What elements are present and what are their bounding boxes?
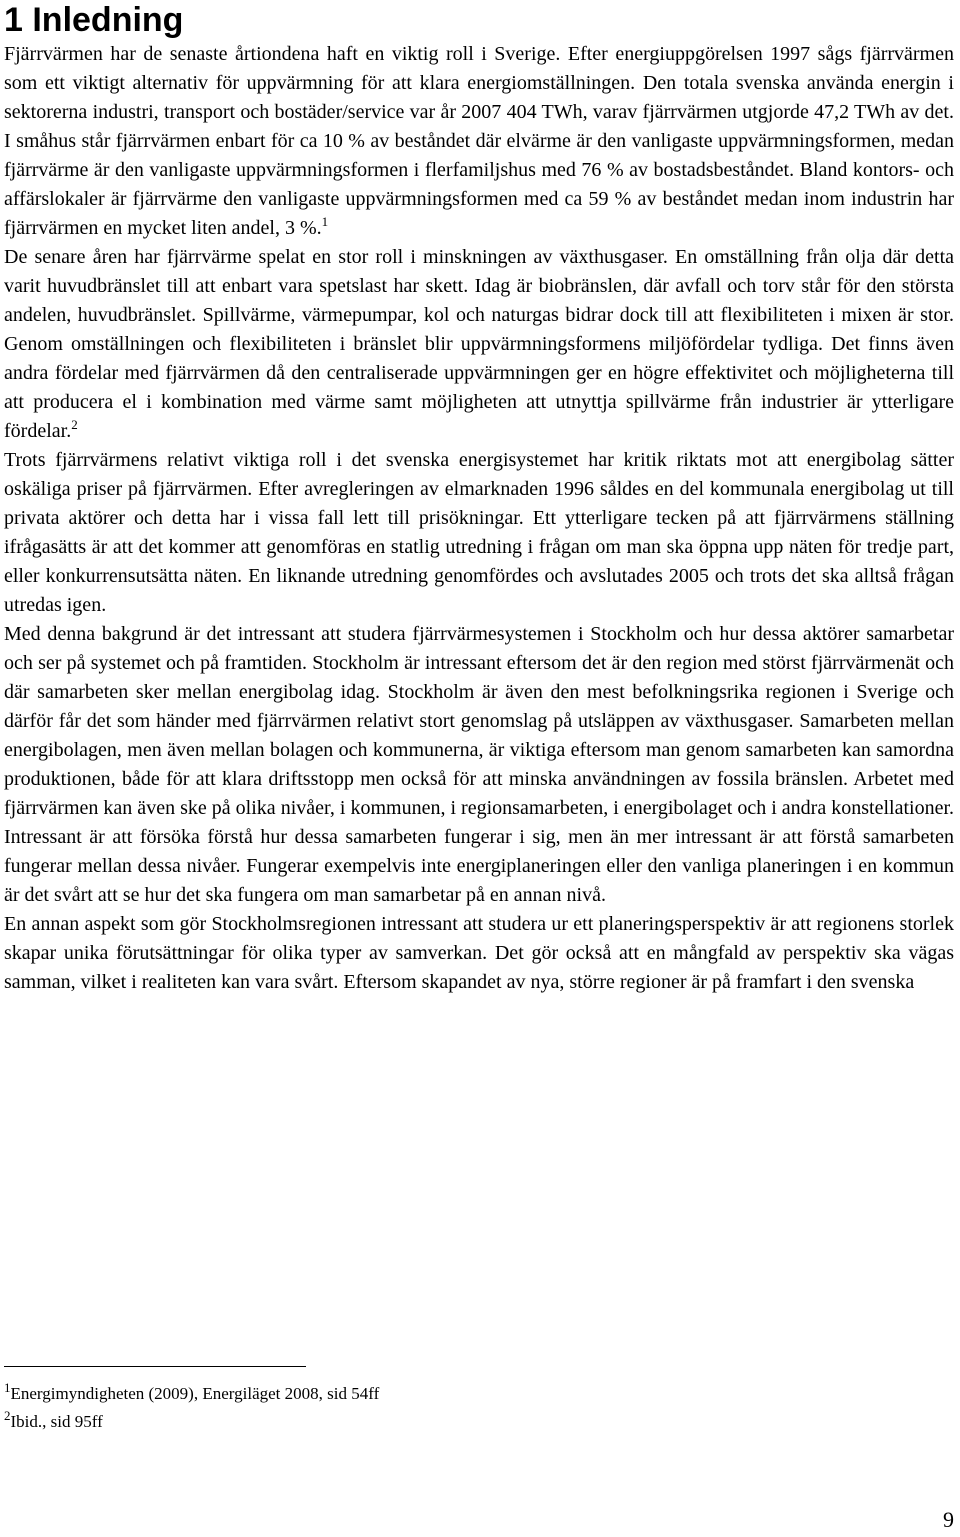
paragraph-text: Fjärrvärmen har de senaste årtiondena haft en viktig roll i Sverige. Efter energiuppgörelsen 1997 sågs fjärrvärmen som ett viktigt alternativ för uppvärmning för att klara energiomställningen. Den totala svenska använda energin i sektorerna industri, transport och bostäder/service var år 2007 404 TWh, varav fjärrvärmen utgjorde 47,2 TWh av det. I småhus står fjärrvärmen enbart för ca 10 % av beståndet där elvärme är den vanligaste uppvärmningsformen, medan fjärrvärme är den vanligaste uppvärmningsformen i flerfamiljshus med 76 % av bostadsbeståndet. Bland kontors- och affärslokaler är fjärrvärme den vanligaste uppvärmningsformen med ca 59 % av beståndet medan inom industrin har fjärrvärmen en mycket liten andel, 3 %. (4, 43, 954, 239)
paragraph-text: En annan aspekt som gör Stockholmsregionen intressant att studera ur ett planeringsperspektiv är att regionens storlek skapar unika förutsättningar för olika typer av samverkan. Det gör också att en mångfald av perspektiv ska vägas samman, vilket i realiteten kan vara svårt. Eftersom skapandet av nya, större regioner är på framfart i den svenska (4, 913, 954, 993)
footnote-number: 2 (4, 1408, 11, 1423)
section-heading: 1 Inledning (4, 1, 184, 39)
footnote-separator (4, 1366, 306, 1367)
paragraph-planning-perspective (4, 910, 954, 997)
document-page (4, 0, 954, 997)
paragraph-background (4, 620, 954, 910)
page-number: 9 (943, 1507, 954, 1532)
paragraph-criticism (4, 446, 954, 620)
footnote-text: Energimyndigheten (2009), Energiläget 2008, sid 54ff (10, 1384, 380, 1403)
footnote-reference: 1 (321, 214, 329, 229)
paragraph-greenhouse-gases (4, 243, 954, 446)
paragraph-text: De senare åren har fjärrvärme spelat en stor roll i minskningen av växthusgaser. En omställning från olja där detta varit huvudbränslet till att enbart vara spetslast har skett. Idag är biobränslen, där avfall och torv står för den största andelen, huvudbränslet. Spillvärme, värmepumpar, kol och naturgas bidrar dock till att flexibiliteten i mixen är stor. Genom omställningen och flexibiliteten i bränslet blir uppvärmningsformens miljöfördelar tydliga. Det finns även andra fördelar med fjärrvärmen då den centraliserade uppvärmningen ger en högre effektivitet och möjligheterna till att producera el i kombination med värme samt möjligheten att utnyttja spillvärme från industrier är ytterligare fördelar. (4, 246, 954, 442)
paragraph-intro (4, 40, 954, 243)
footnote-text: Ibid., sid 95ff (10, 1412, 103, 1431)
paragraph-text: Trots fjärrvärmens relativt viktiga roll i det svenska energisystemet har kritik riktats mot att energibolag sätter oskäliga priser på fjärrvärmen. Efter avregleringen av elmarknaden 1996 såldes en del kommunala energibolag ut till privata aktörer och detta har i vissa fall lett till prisökningar. Ett ytterligare tecken på att fjärrvärmens ställning ifrågasätts är att det kommer att genomföras en statlig utredning i frågan om man ska öppna upp näten för tredje part, eller konkurrensutsätta näten. En liknande utredning genomfördes och avslutades 2005 och trots det ska alltså frågan utredas igen. (4, 449, 954, 616)
footnote-reference: 2 (71, 417, 78, 432)
footnotes (4, 1380, 904, 1436)
footnote-item (4, 1408, 904, 1436)
footnote-item (4, 1380, 904, 1408)
paragraph-text: Med denna bakgrund är det intressant att studera fjärrvärmesystemen i Stockholm och hur dessa aktörer samarbetar och ser på systemet och på framtiden. Stockholm är intressant eftersom det är den region med störst fjärrvärmenät och där samarbeten sker mellan energibolag idag. Stockholm är även den mest befolkningsrika regionen i Sverige och därför får det som händer med fjärrvärmen relativt stort genomslag på utsläppen av växthusgaser. Samarbeten mellan energibolagen, men även mellan bolagen och kommunerna, är viktiga eftersom man genom samarbeten kan samordna produktionen, både för att klara driftsstopp men också för att minska användningen av fossila bränslen. Arbetet med fjärrvärmen kan även ske på olika nivåer, i kommunen, i regionsamarbeten, i energibolaget och i andra konstellationer. Intressant är att försöka förstå hur dessa samarbeten fungerar i sig, men än mer intressant är att förstå samarbeten fungerar mellan dessa nivåer. Fungerar exempelvis inte energiplaneringen eller den vanliga planeringen i en kommun är det svårt att se hur det ska fungera om man samarbetar på en annan nivå. (4, 623, 954, 906)
footnote-number: 1 (4, 1380, 11, 1395)
